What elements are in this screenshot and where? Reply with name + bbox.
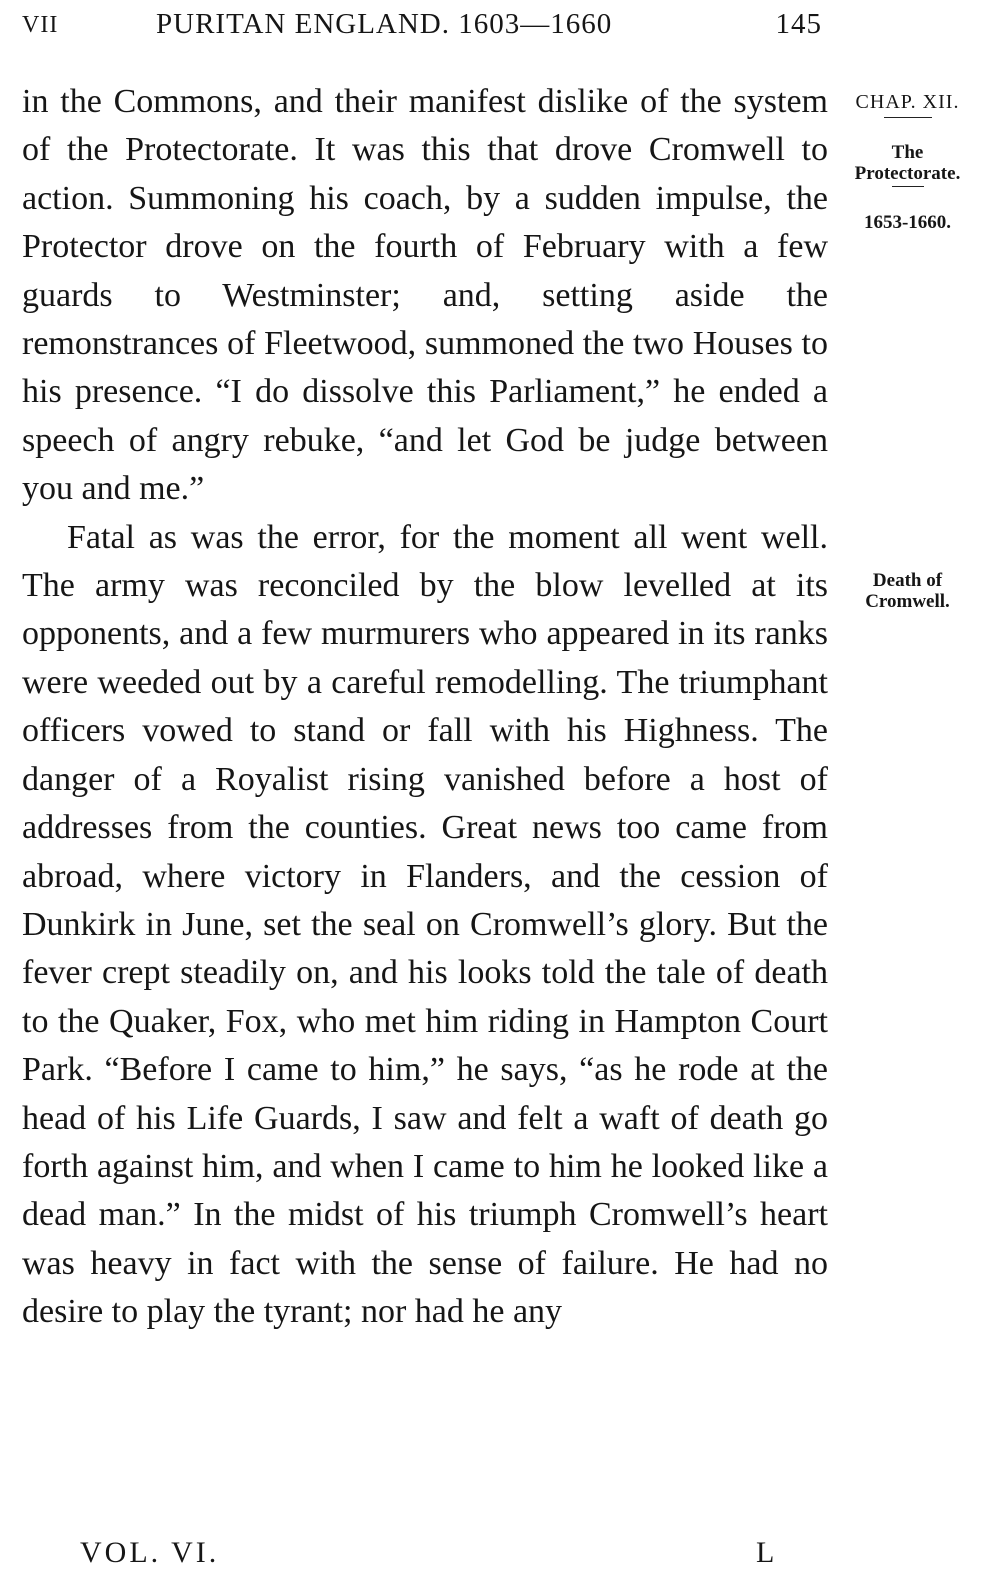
side-note-divider [892,186,924,187]
running-head-chapter: VII [22,12,59,38]
side-note-subject [840,142,975,195]
side-note-death-of-cromwell: Death of Cromwell. [865,570,950,612]
page-footer [80,1536,800,1569]
paragraph-2: Fatal as was the error, for the moment all went well. The army was reconciled by the blow levelled at its opponents, and a few murmurers who appeared in its ranks were weeded out by a careful remodelling. The triumphant officers vowed to stand or fall with his Highness. The danger of a Royalist rising vanished before a host of addresses from the counties. Great news too came from abroad, where victory in Flanders, and the cession of Dunkirk in June, set the seal on Cromwell’s glory. But the fever crept steadily on, and his looks told the tale of death to the Quaker, Fox, who met him riding in Hampton Court Park. “Before I came to him,” he says, “as he rode at the head of his Life Guards, I saw and felt a waft of death go forth against him, and when I came to him he looked like a dead man.” In the midst of his triumph Cromwell’s heart was heavy in fact with the sense of failure. He had no desire to play the tyrant; nor had he any [22,518,828,1331]
footer-volume: VOL. VI. [80,1536,220,1569]
page-number: 145 [775,8,822,40]
paragraph-1: in the Commons, and their manifest dislike of the system of the Protectorate. It was this that drove Cromwell to action. Summoning his coach, by a sudden impulse, the Protector drove on the fourth of February with a few guards to Westminster; and, setting aside the remonstrances of Fleetwood, summoned the two Houses to his presence. “I do dissolve this Parliament,” he ended a speech of angry rebuke, “and let God be judge between you and me.” [22,83,828,508]
running-head [22,8,822,48]
side-note-chapter-text: CHAP. XII. [855,91,960,113]
running-head-title: PURITAN ENGLAND. 1603—1660 [156,8,613,40]
side-note-chapter [840,92,975,126]
footer-signature: L [756,1536,775,1569]
side-note-dates: 1653-1660. [863,212,952,233]
body-text [22,78,828,1337]
side-note-subject-text: The Protectorate. [854,142,961,184]
side-note-divider [884,117,932,118]
